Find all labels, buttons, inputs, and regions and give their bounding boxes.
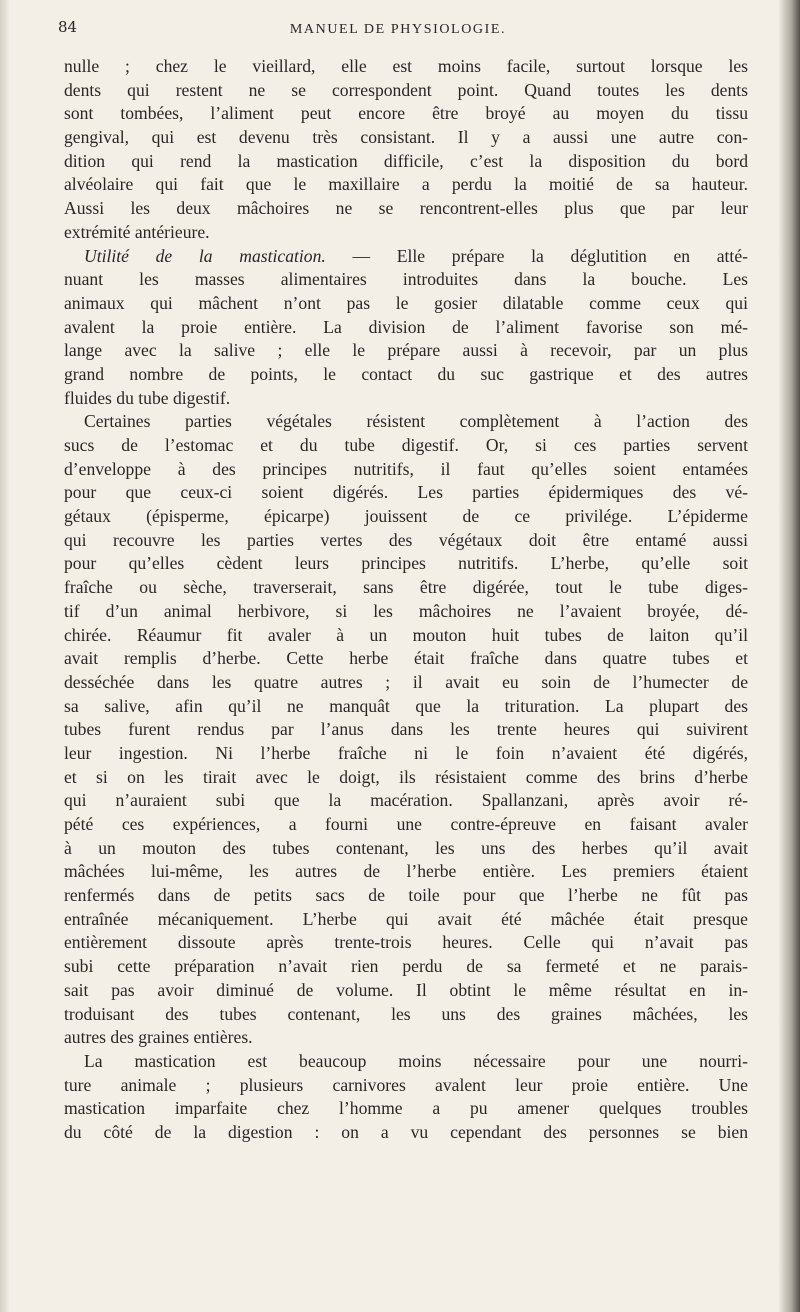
text-line [64,647,748,671]
text-line [64,1003,748,1027]
text-line [64,221,748,245]
line-text: pour qu’elles cèdent leurs principes nutritifs. L’herbe, qu’elle soit [64,553,748,574]
line-text: La mastication est beaucoup moins nécessaire pour une nourri- [84,1050,748,1071]
line-text: extrémité antérieure. [64,221,210,242]
text-line [64,505,748,529]
text-line [64,1097,748,1121]
text-line [64,245,748,269]
line-text: avalent la proie entière. La division de l’aliment favorise son mé- [64,316,748,337]
line-text: renfermés dans de petits sacs de toile pour que l’herbe ne fût pas [64,885,748,906]
line-text: et si on les tirait avec le doigt, ils résistaient comme des brins d’herbe [64,766,748,787]
text-line [64,576,748,600]
line-text: dition qui rend la mastication difficile, c’est la disposition du bord [64,150,748,171]
text-line [64,102,748,126]
line-text: — Elle prépare la déglutition en atté- [325,245,748,266]
text-line [64,363,748,387]
line-text: dents qui restent ne se correspondent point. Quand toutes les dents [64,79,748,100]
line-text: autres des graines entières. [64,1027,253,1048]
text-line [64,316,748,340]
text-line [64,955,748,979]
text-line [64,766,748,790]
line-text: à un mouton des tubes contenant, les uns des herbes qu’il avait [64,837,748,858]
line-text: grand nombre de points, le contact du suc gastrique et des autres [64,363,748,384]
line-text: alvéolaire qui fait que le maxillaire a perdu la moitié de sa hauteur. [64,174,748,195]
text-line [64,884,748,908]
page-edge-shadow [778,0,800,1312]
page-header [58,18,738,48]
text-line [64,837,748,861]
text-line [64,908,748,932]
line-text: subi cette préparation n’avait rien perdu de sa fermeté et ne parais- [64,956,748,977]
text-line [64,1026,748,1050]
text-line [64,55,748,79]
page-number: 84 [58,18,78,36]
line-text: tif d’un animal herbivore, si les mâchoires ne l’avaient broyée, dé- [64,600,748,621]
text-line [64,695,748,719]
text-line [64,197,748,221]
line-text: sucs de l’estomac et du tube digestif. Or, si ces parties servent [64,435,748,455]
line-text: sont tombées, l’aliment peut encore être broyé au moyen du tissu [64,103,748,124]
line-text: qui n’auraient subi que la macération. Spallanzani, après avoir ré- [64,790,748,811]
line-text: lange avec la salive ; elle le prépare aussi à recevoir, par un plus [64,340,748,361]
text-line [64,481,748,505]
line-text: qui recouvre les parties vertes des végétaux doit être entamé aussi [64,529,748,550]
text-line [64,979,748,1003]
text-line [64,600,748,624]
line-text: troduisant des tubes contenant, les uns des graines mâchées, les [64,1003,748,1024]
text-line [64,671,748,695]
text-line [64,126,748,150]
text-line [64,931,748,955]
body-text [64,55,748,1145]
line-text: leur ingestion. Ni l’herbe fraîche ni le foin n’avaient été digérés, [64,742,748,763]
text-line [64,718,748,742]
line-text: mastication imparfaite chez l’homme a pu amener quelques troubles [64,1098,748,1119]
text-line [64,292,748,316]
line-text: fluides du tube digestif. [64,387,231,408]
text-line [64,410,748,434]
text-line [64,624,748,648]
line-text: animaux qui mâchent n’ont pas le gosier dilatable comme ceux qui [64,292,748,313]
line-text: mâchées lui-même, les autres de l’herbe entière. Les premiers étaient [64,861,748,882]
line-text: du côté de la digestion : on a vu cependant des personnes se bien [64,1121,748,1142]
text-line [64,860,748,884]
line-text: chirée. Réaumur fit avaler à un mouton huit tubes de laiton qu’il [64,624,748,645]
line-text: gétaux (épisperme, épicarpe) jouissent de ce privilége. L’épiderme [64,506,748,527]
text-line [64,552,748,576]
text-line [64,339,748,363]
page-gutter-shadow [0,0,10,1312]
text-line [64,813,748,837]
text-line [64,1050,748,1074]
text-line [64,387,748,411]
text-line [64,173,748,197]
line-text: tubes furent rendus par l’anus dans les trente heures qui suivirent [64,719,748,740]
text-line [64,742,748,766]
section-heading: Utilité de la mastication. [84,245,326,266]
line-text: sait pas avoir diminué de volume. Il obtint le même résultat en in- [64,979,748,1000]
line-text: gengival, qui est devenu très consistant. Il y a aussi une autre con- [64,127,748,148]
line-text: entièrement dissoute après trente-trois heures. Celle qui n’avait pas [64,932,748,953]
text-line [64,79,748,103]
line-text: pour que ceux-ci soient digérés. Les parties épidermiques des vé- [64,482,748,503]
line-text: avait remplis d’herbe. Cette herbe était fraîche dans quatre tubes et [64,648,748,669]
text-line [64,434,748,458]
line-text: sa salive, afin qu’il ne manquât que la trituration. La plupart des [64,695,748,716]
running-head: MANUEL DE PHYSIOLOGIE. [289,22,507,37]
line-text: Aussi les deux mâchoires ne se rencontrent-elles plus que par leur [64,198,748,219]
text-line [64,268,748,292]
line-text: d’enveloppe à des principes nutritifs, il faut qu’elles soient entamées [64,458,748,479]
text-line [64,1074,748,1098]
text-line [64,1121,748,1145]
line-text: entraînée mécaniquement. L’herbe qui avait été mâchée était presque [64,908,748,929]
line-text: desséchée dans les quatre autres ; il avait eu soin de l’humecter de [64,671,748,692]
line-text: Certaines parties végétales résistent complètement à l’action des [84,411,748,432]
line-text: fraîche ou sèche, traverserait, sans être digérée, tout le tube diges- [64,577,748,598]
text-line [64,458,748,482]
line-text: nulle ; chez le vieillard, elle est moins facile, surtout lorsque les [64,56,748,76]
line-text: ture animale ; plusieurs carnivores avalent leur proie entière. Une [64,1074,748,1095]
text-line [64,529,748,553]
line-text: nuant les masses alimentaires introduites dans la bouche. Les [64,269,748,290]
text-line [64,789,748,813]
text-line [64,150,748,174]
line-text: pété ces expériences, a fourni une contre-épreuve en faisant avaler [64,814,748,834]
